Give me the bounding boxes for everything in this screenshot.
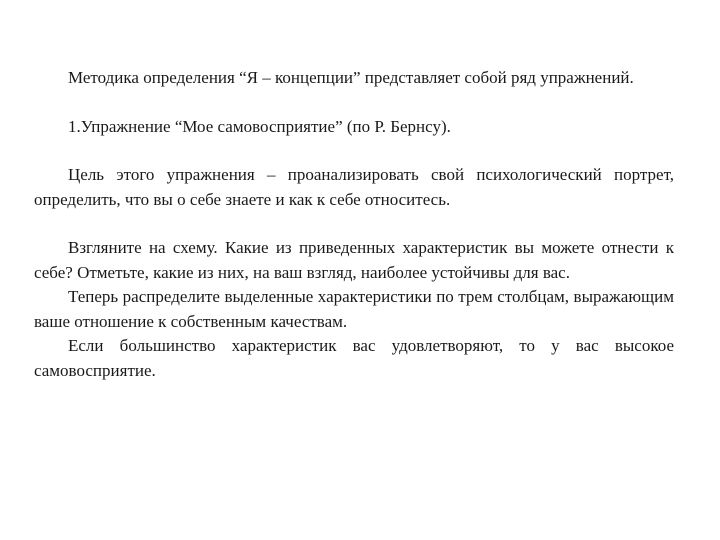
intro-paragraph: Методика определения “Я – концепции” представляет собой ряд упражнений. bbox=[68, 68, 634, 87]
instruction-paragraph: Взгляните на схему. Какие из приведенных характеристик вы можете отнести к себе? Отметьте, какие из них, на ваш взгляд, наиболее устойчивы для вас. bbox=[34, 238, 674, 282]
goal-paragraph: Цель этого упражнения – проанализировать свой психологический портрет, определить, что вы о себе знаете и как к себе относитесь. bbox=[34, 165, 674, 209]
document-body bbox=[34, 66, 674, 383]
exercise-title: 1.Упражнение “Мое самовосприятие” (по Р. Бернсу). bbox=[68, 116, 451, 136]
distribution-paragraph: Теперь распределите выделенные характеристики по трем столбцам, выражающим ваше отношение к собственным качествам. bbox=[34, 287, 674, 331]
conclusion-paragraph: Если большинство характеристик вас удовлетворяют, то у вас высокое самовосприятие. bbox=[34, 336, 674, 380]
